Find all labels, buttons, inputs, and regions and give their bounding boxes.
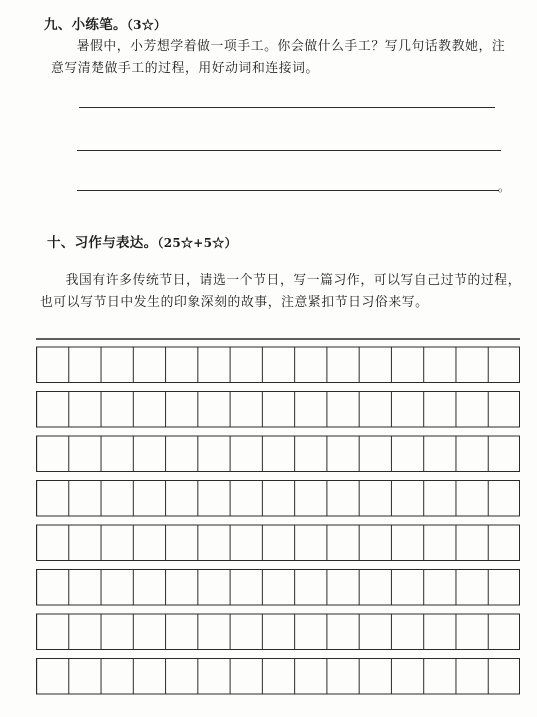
answer-line-1[interactable] — [79, 107, 495, 108]
answer-end-mark: 。 — [498, 180, 511, 194]
section-9-title: 九、小练笔。 — [44, 17, 127, 33]
grid-row[interactable] — [37, 481, 520, 517]
writing-grid-svg — [36, 338, 520, 700]
section-10-prompt: 我国有许多传统节日，请选一个节日，写一篇习作，可以写自己过节的过程，也可以写节日中发生的印象深刻的故事，注意紧扣节日习俗来写。 — [40, 273, 522, 310]
section-10-score: （25☆+5☆） — [157, 236, 237, 250]
section-10-title: 十、习作与表达。 — [47, 235, 158, 251]
grid-row[interactable] — [37, 392, 520, 428]
grid-row[interactable] — [37, 525, 520, 561]
section-9-score: （3☆） — [126, 18, 167, 32]
grid-row[interactable] — [37, 570, 520, 606]
section-9-heading — [44, 13, 166, 33]
grid-row[interactable] — [37, 614, 520, 650]
writing-grid[interactable] — [36, 338, 520, 700]
grid-row[interactable] — [37, 436, 520, 472]
grid-row[interactable] — [37, 347, 520, 383]
answer-line-2[interactable] — [77, 150, 501, 151]
grid-row[interactable] — [37, 659, 520, 695]
section-10-heading — [47, 231, 237, 251]
answer-line-3[interactable] — [77, 190, 499, 191]
section-9-prompt: 暑假中，小芳想学着做一项手工。你会做什么手工？写几句话教教她，注意写清楚做手工的过程，用好动词和连接词。 — [51, 39, 506, 76]
